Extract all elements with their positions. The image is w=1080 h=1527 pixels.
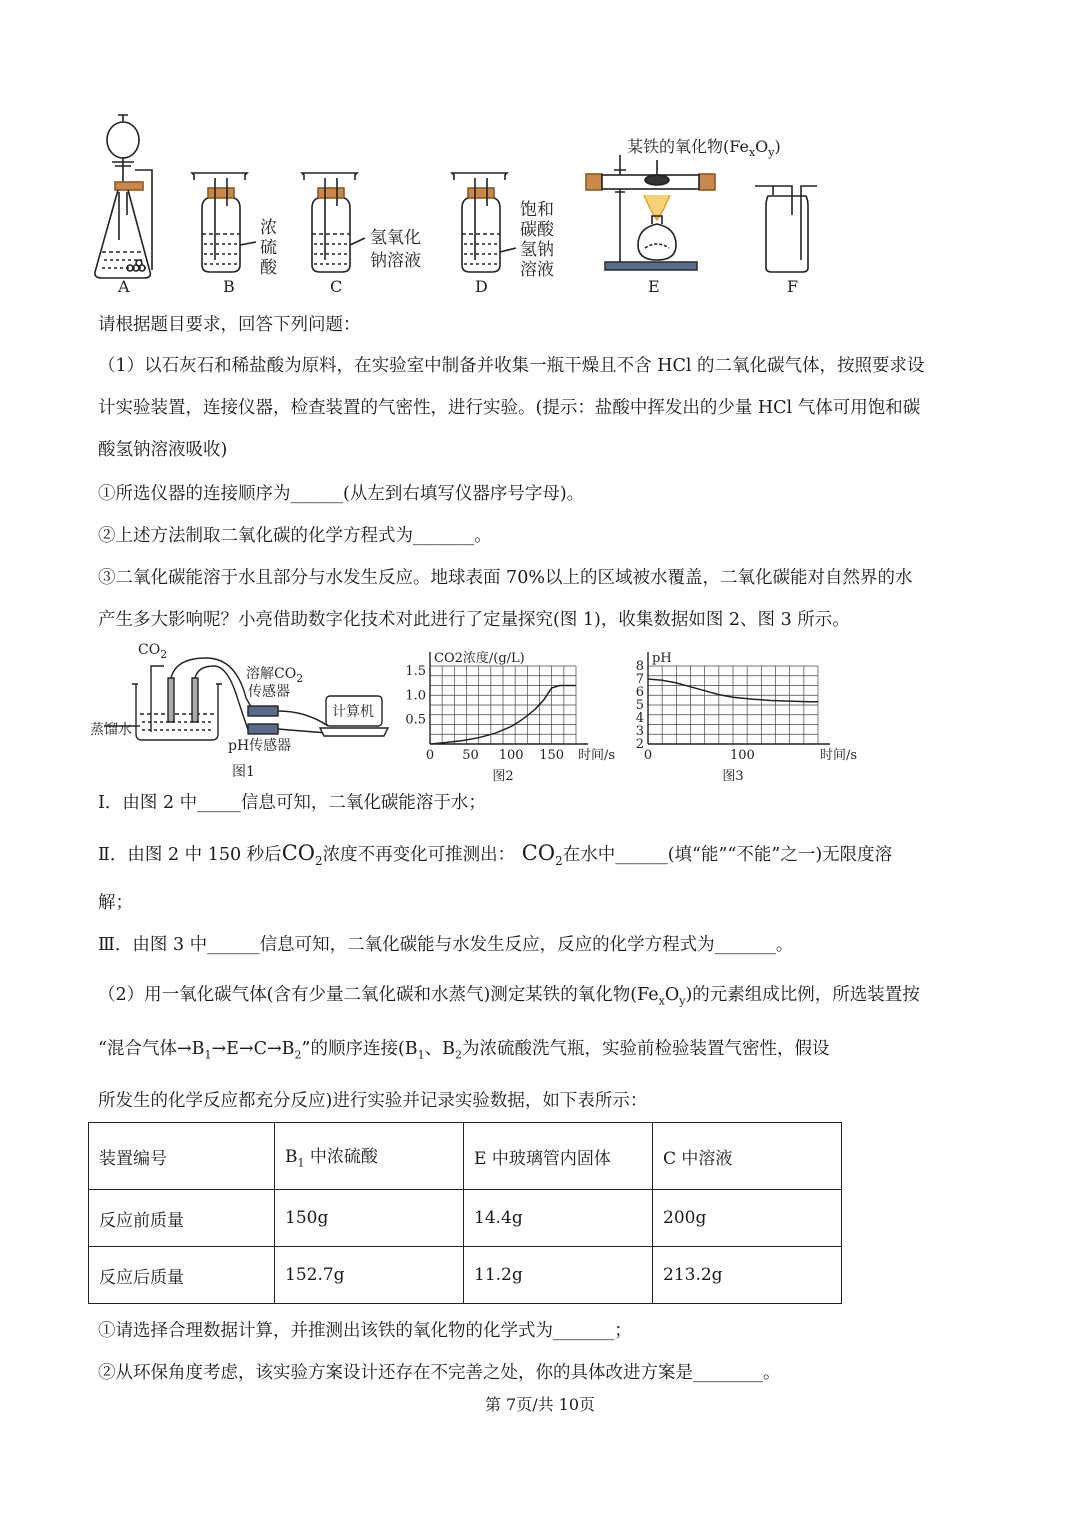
table-cell: 152.7g [275,1247,464,1304]
x-tick-label: 100 [730,748,755,763]
table-cell: 200g [653,1190,842,1247]
svg-text:C: C [330,277,343,296]
x-axis-label: 时间/s [578,748,616,763]
q2-part2: ②从环保角度考虑，该实验方案设计还存在不完善之处，你的具体改进方案是________。 [98,1363,781,1383]
q1-line-c: 酸氢钠溶液吸收) [98,440,228,460]
x-axis-label: 时间/s [820,748,858,763]
table-cell: 213.2g [653,1247,842,1304]
y-tick-label: 5 [635,698,644,713]
x-tick-label: 0 [643,748,653,763]
x-tick-label: 150 [539,748,565,763]
svg-text:E: E [648,277,660,296]
y-tick-label: 1.0 [405,688,426,704]
chart-caption: 图3 [722,769,744,784]
q1-line-a: （1）以石灰石和稀盐酸为原料，在实验室中制备并收集一瓶干燥且不含 HCl 的二氧化碳气体，按照要求设 [98,356,925,376]
roman-3: Ⅲ．由图 3 中______信息可知，二氧化碳能与水发生反应，反应的化学方程式为_______。 [98,935,794,955]
svg-text:A: A [118,277,130,296]
svg-text:溶液: 溶液 [520,260,554,280]
q1-part3-b: 产生多大影响呢？小亮借助数字化技术对此进行了定量探究(图 1)，收集数据如图 2、图 3 所示。 [98,610,850,630]
apparatus-a [95,115,152,278]
y-tick-label: 2 [635,737,644,752]
svg-text:酸: 酸 [260,258,277,278]
table-header: 装置编号 [89,1123,275,1190]
y-tick-label: 3 [635,724,644,739]
fig1-water-label: 蒸馏水 [90,722,132,738]
apparatus-letters [117,277,798,296]
y-tick-label: 6 [635,685,644,700]
page-footer: 第 7页/共 10页 [484,1395,596,1414]
fig1-caption: 图1 [232,764,255,780]
table-cell: 150g [275,1190,464,1247]
svg-text:氢钠: 氢钠 [520,240,554,260]
y-tick-label: 0.5 [405,712,426,728]
table-cell: 反应前质量 [89,1190,275,1247]
y-axis-label: pH [652,651,672,666]
svg-text:饱和: 饱和 [520,200,554,220]
y-axis-label: CO2浓度/(g/L) [434,651,525,666]
apparatus-f [755,186,817,272]
x-tick-label: 100 [498,748,524,763]
apparatus-figure [90,100,830,300]
q2-part1: ①请选择合理数据计算，并推测出该铁的氧化物的化学式为_______； [98,1321,632,1341]
co2-tube [151,666,164,674]
q1-part1: ①所选仪器的连接顺序为______(从左到右填写仪器序号字母)。 [98,484,585,504]
table-row [89,1247,842,1304]
co2-formula-1: $CO_2$ [281,841,323,869]
figure-3-chart [628,638,858,784]
q2-a2-text: )的元素组成比例，所选装置按 [685,985,920,1005]
q2-a-text: （2）用一氧化碳气体(含有少量二氧化碳和水蒸气)测定某铁的氧化物( [98,985,638,1005]
fig1-computer-label: 计算机 [332,704,374,720]
roman-2-b: 浓度不再变化可推测出： [322,845,516,865]
y-tick-label: 8 [635,659,644,674]
c-reagent-label-2: 钠溶液 [370,251,421,271]
figure-2-chart [400,638,615,783]
table-header: E 中玻璃管内固体 [464,1123,653,1190]
table-cell: 反应后质量 [89,1247,275,1304]
roman-2-d: 解； [98,893,133,913]
svg-text:硫: 硫 [260,238,277,258]
table-cell: 14.4g [464,1190,653,1247]
y-tick-label: 7 [635,672,644,687]
roman-2-a: Ⅱ．由图 2 中 150 秒后 [98,845,282,865]
q1-part2: ②上述方法制取二氧化碳的化学方程式为_______。 [98,526,492,546]
apparatus-c [302,173,365,272]
apparatus-d [452,173,516,272]
roman-2-line [98,841,892,873]
data-table [88,1122,842,1304]
x-tick-label: 0 [425,748,435,763]
svg-text:浓: 浓 [260,218,277,238]
table-header: $B_1$ 中浓硫酸 [275,1123,464,1190]
svg-text:D: D [475,277,488,296]
fig1-sensor1-label-2: 传感器 [248,684,290,700]
q2-line-b: “混合气体$\to B_1\to E\to C\to B_2$”的顺序连接($B_1$、$B_2$为浓硫酸洗气瓶，实验前检验装置气密性，假设 [98,1039,830,1062]
co2-formula-2: $CO_2$ [515,841,563,869]
svg-text:碳酸: 碳酸 [520,220,554,240]
svg-text:B: B [223,277,235,296]
apparatus-b [192,173,256,272]
c-reagent-label: 氢氧化 [370,228,421,248]
table-row [89,1190,842,1247]
apparatus-e [586,155,715,270]
table-cell: 11.2g [464,1247,653,1304]
b-reagent-label [260,218,278,278]
fig1-sensor1-label: 溶解$CO_2$ [246,666,304,685]
fexoy-formula: $Fe_xO_y$ [637,985,686,1008]
q2-line-c: 所发生的化学反应都充分反应)进行实验并记录实验数据，如下表所示： [98,1091,648,1111]
table-header-row [89,1123,842,1190]
table-header: C 中溶液 [653,1123,842,1190]
d-reagent-label [520,200,555,280]
roman-2-c: 在水中______(填“能”“不能”之一)无限度溶 [562,845,893,865]
y-tick-label: 4 [635,711,644,726]
x-tick-label: 50 [462,748,479,763]
intro-text: 请根据题目要求，回答下列问题： [98,315,361,335]
chart-caption: 图2 [492,769,514,784]
y-tick-label: 1.5 [405,663,426,679]
roman-1: Ⅰ．由图 2 中_____信息可知，二氧化碳能溶于水； [98,793,486,813]
q2-line-a [98,983,920,1014]
fig1-co2-label: $CO_2$ [138,642,168,661]
e-caption: 某铁的氧化物$(Fe_xO_y)$ [627,137,781,159]
fig1-sensor2-label: pH传感器 [228,738,292,754]
svg-text:F: F [787,277,799,296]
q1-line-b: 计实验装置，连接仪器，检查装置的气密性，进行实验。(提示：盐酸中挥发出的少量 HCl 气体可用饱和碳 [98,398,921,418]
figure-1 [90,638,396,783]
q1-part3-a: ③二氧化碳能溶于水且部分与水发生反应。地球表面 70%以上的区域被水覆盖，二氧化碳能对自然界的水 [98,568,913,588]
